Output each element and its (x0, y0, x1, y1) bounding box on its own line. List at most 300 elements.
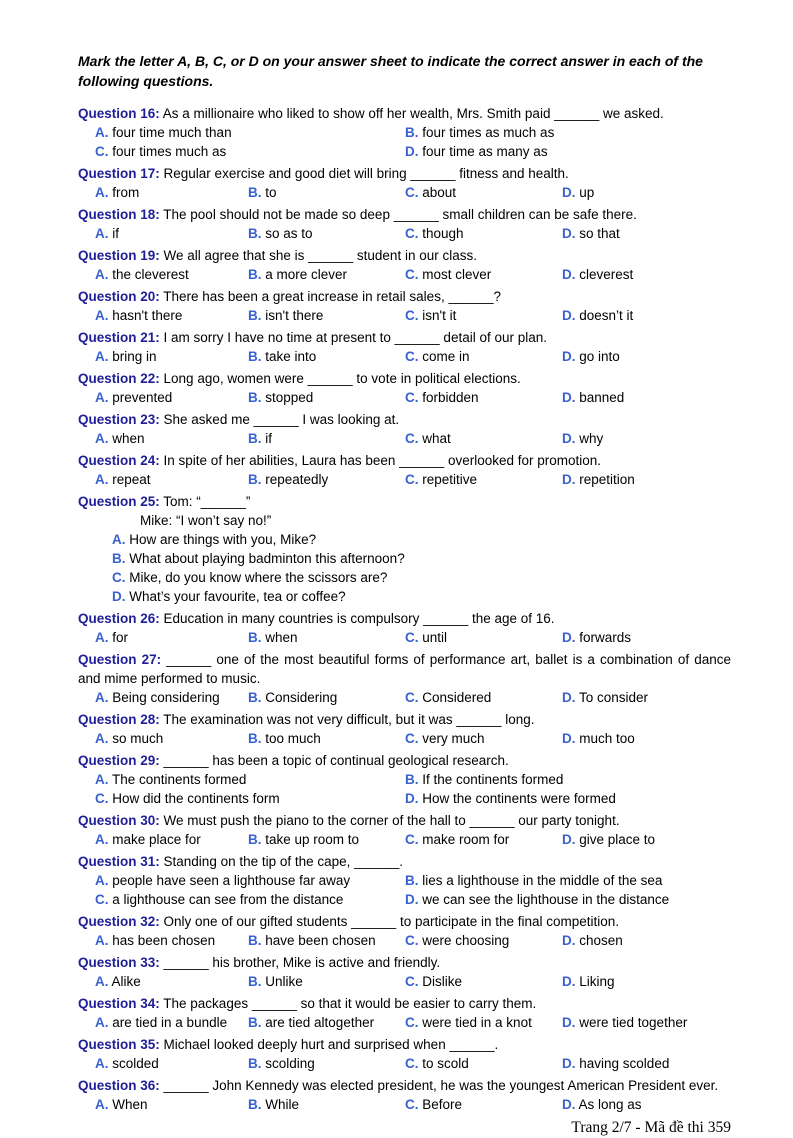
option-letter: D. (562, 974, 576, 989)
option-letter: A. (95, 472, 109, 487)
option-d (562, 429, 731, 448)
option-text: when (265, 630, 298, 645)
option-d (562, 628, 731, 647)
question-block (78, 650, 731, 707)
option-a (95, 1095, 248, 1114)
option-c (112, 568, 731, 587)
option-text: forwards (579, 630, 632, 645)
option-letter: A. (95, 390, 109, 405)
question-block (78, 246, 731, 284)
option-c (405, 265, 562, 284)
question-text: Regular exercise and good diet will bring ______ fitness and health. (163, 166, 569, 181)
options-group (95, 770, 731, 808)
option-letter: C. (95, 791, 109, 806)
option-a (95, 1054, 248, 1073)
option-c (405, 628, 562, 647)
question-number-label: Question 20: (78, 289, 160, 304)
option-a (95, 628, 248, 647)
option-text: are tied altogether (265, 1015, 375, 1030)
options-group (95, 470, 731, 489)
question-subline: Mike: “I won’t say no!” (140, 513, 272, 528)
option-text: from (112, 185, 140, 200)
option-text: give place to (579, 832, 656, 847)
option-letter: B. (248, 1056, 262, 1071)
option-d (562, 347, 731, 366)
option-text: isn't there (265, 308, 324, 323)
option-c (405, 729, 562, 748)
option-a (95, 470, 248, 489)
option-text: are tied in a bundle (112, 1015, 228, 1030)
option-text: were choosing (422, 933, 510, 948)
option-text: to scold (422, 1056, 469, 1071)
option-text: so that (579, 226, 620, 241)
option-text: forbidden (422, 390, 479, 405)
option-c (95, 142, 405, 161)
option-b (405, 770, 731, 789)
question-number-label: Question 26: (78, 611, 160, 626)
option-c (405, 347, 562, 366)
question-line (78, 410, 731, 429)
option-a (95, 729, 248, 748)
option-letter: D. (562, 690, 576, 705)
options-group (95, 1054, 731, 1073)
option-letter: C. (405, 1097, 419, 1112)
option-c (95, 890, 405, 909)
option-c (405, 1054, 562, 1073)
option-text: doesn’t it (579, 308, 634, 323)
option-text: about (422, 185, 457, 200)
option-letter: A. (95, 185, 109, 200)
option-d (405, 890, 731, 909)
option-b (248, 628, 405, 647)
option-text: hasn't there (112, 308, 183, 323)
option-letter: C. (405, 185, 419, 200)
option-d (562, 972, 731, 991)
question-line (78, 328, 731, 347)
question-text: ______ John Kennedy was elected president, he was the youngest American President ever. (163, 1078, 719, 1093)
question-number-label: Question 19: (78, 248, 160, 263)
question-number-label: Question 30: (78, 813, 160, 828)
option-c (405, 470, 562, 489)
option-a (95, 388, 248, 407)
option-text: four times as much as (422, 125, 555, 140)
question-text: In spite of her abilities, Laura has been ______ overlooked for promotion. (163, 453, 602, 468)
question-text: ______ has been a topic of continual geological research. (163, 753, 509, 768)
option-d (562, 1095, 731, 1114)
option-d (562, 265, 731, 284)
option-a (95, 770, 405, 789)
option-letter: D. (405, 791, 419, 806)
option-b (248, 972, 405, 991)
option-letter: C. (405, 472, 419, 487)
option-d (562, 306, 731, 325)
question-line (78, 451, 731, 470)
option-letter: C. (405, 1056, 419, 1071)
option-c (405, 224, 562, 243)
option-text: Liking (579, 974, 615, 989)
option-letter: D. (562, 1015, 576, 1030)
option-c (405, 972, 562, 991)
option-text: take into (265, 349, 317, 364)
question-line (78, 205, 731, 224)
option-text: people have seen a lighthouse far away (112, 873, 351, 888)
option-b (248, 1095, 405, 1114)
question-line (78, 164, 731, 183)
option-text: bring in (112, 349, 157, 364)
question-line (78, 710, 731, 729)
options-group (95, 265, 731, 284)
options-group (95, 530, 731, 606)
option-letter: A. (95, 349, 109, 364)
option-text: While (265, 1097, 300, 1112)
option-text: Considered (422, 690, 492, 705)
options-group (95, 1013, 731, 1032)
question-text: Standing on the tip of the cape, ______. (163, 854, 403, 869)
option-letter: A. (95, 267, 109, 282)
option-b (248, 830, 405, 849)
option-b (112, 549, 731, 568)
question-text: As a millionaire who liked to show off her wealth, Mrs. Smith paid ______ we asked. (162, 106, 664, 121)
option-d (562, 1054, 731, 1073)
options-group (95, 729, 731, 748)
option-a (112, 530, 731, 549)
option-letter: B. (405, 873, 419, 888)
question-block (78, 104, 731, 161)
option-letter: D. (562, 390, 576, 405)
option-letter: A. (95, 308, 109, 323)
option-text: take up room to (265, 832, 360, 847)
question-text: Long ago, women were ______ to vote in political elections. (163, 371, 521, 386)
option-b (248, 429, 405, 448)
option-d (562, 688, 731, 707)
option-c (405, 830, 562, 849)
question-text: We all agree that she is ______ student in our class. (163, 248, 477, 263)
option-text: How are things with you, Mike? (129, 532, 317, 547)
option-text: most clever (422, 267, 492, 282)
option-text: cleverest (579, 267, 634, 282)
question-text: There has been a great increase in retail sales, ______? (163, 289, 501, 304)
option-letter: A. (112, 532, 126, 547)
option-b (248, 265, 405, 284)
option-text: until (422, 630, 448, 645)
question-text: The packages ______ so that it would be easier to carry them. (163, 996, 537, 1011)
option-text: though (422, 226, 464, 241)
option-letter: B. (248, 630, 262, 645)
question-block (78, 205, 731, 243)
questions-list (78, 104, 731, 1114)
option-letter: A. (95, 630, 109, 645)
option-b (248, 306, 405, 325)
option-text: Before (422, 1097, 463, 1112)
question-line (78, 912, 731, 931)
option-text: has been chosen (112, 933, 216, 948)
question-number-label: Question 22: (78, 371, 160, 386)
option-letter: B. (405, 125, 419, 140)
option-text: lies a lighthouse in the middle of the sea (422, 873, 663, 888)
option-text: chosen (579, 933, 623, 948)
option-d (562, 729, 731, 748)
option-letter: C. (405, 431, 419, 446)
option-letter: B. (248, 933, 262, 948)
options-group (95, 224, 731, 243)
option-text: Dislike (422, 974, 463, 989)
question-text: ______ his brother, Mike is active and friendly. (163, 955, 441, 970)
option-text: the cleverest (112, 267, 189, 282)
question-block (78, 492, 731, 606)
option-b (248, 388, 405, 407)
option-d (112, 587, 731, 606)
option-letter: D. (562, 267, 576, 282)
option-text: go into (579, 349, 620, 364)
question-line (78, 104, 731, 123)
option-b (248, 470, 405, 489)
question-number-label: Question 32: (78, 914, 160, 929)
question-text: Education in many countries is compulsory ______ the age of 16. (163, 611, 555, 626)
option-letter: C. (405, 630, 419, 645)
question-block (78, 369, 731, 407)
option-c (95, 789, 405, 808)
options-group (95, 123, 731, 161)
option-text: if (265, 431, 273, 446)
option-text: repeatedly (265, 472, 329, 487)
option-letter: C. (405, 731, 419, 746)
option-b (405, 123, 731, 142)
options-group (95, 1095, 731, 1114)
option-a (95, 871, 405, 890)
option-a (95, 1013, 248, 1032)
option-letter: C. (405, 974, 419, 989)
option-text: banned (579, 390, 625, 405)
option-letter: B. (405, 772, 419, 787)
question-line (78, 287, 731, 306)
question-block (78, 328, 731, 366)
question-number-label: Question 31: (78, 854, 160, 869)
option-text: scolded (112, 1056, 159, 1071)
option-c (405, 688, 562, 707)
option-text: have been chosen (265, 933, 376, 948)
options-group (95, 183, 731, 202)
option-letter: C. (405, 832, 419, 847)
option-text: prevented (112, 390, 173, 405)
option-letter: C. (405, 1015, 419, 1030)
option-text: Mike, do you know where the scissors are? (129, 570, 388, 585)
option-letter: C. (405, 267, 419, 282)
option-c (405, 931, 562, 950)
option-a (95, 224, 248, 243)
question-number-label: Question 36: (78, 1078, 160, 1093)
question-block (78, 1035, 731, 1073)
question-number-label: Question 24: (78, 453, 160, 468)
option-letter: A. (95, 125, 109, 140)
question-number-label: Question 28: (78, 712, 160, 727)
question-text: The pool should not be made so deep ______ small children can be safe there. (163, 207, 637, 222)
question-number-label: Question 21: (78, 330, 160, 345)
option-letter: C. (95, 892, 109, 907)
option-letter: C. (405, 308, 419, 323)
option-text: to (265, 185, 277, 200)
option-b (248, 729, 405, 748)
question-line (78, 492, 731, 511)
option-letter: B. (248, 731, 262, 746)
option-d (562, 388, 731, 407)
option-text: repetition (579, 472, 635, 487)
option-b (248, 688, 405, 707)
option-letter: A. (95, 974, 109, 989)
question-line (78, 246, 731, 265)
option-d (562, 1013, 731, 1032)
option-b (248, 1013, 405, 1032)
option-letter: A. (95, 226, 109, 241)
option-d (562, 183, 731, 202)
question-text: We must push the piano to the corner of the hall to ______ our party tonight. (163, 813, 620, 828)
option-letter: A. (95, 933, 109, 948)
option-letter: D. (405, 892, 419, 907)
option-a (95, 123, 405, 142)
option-letter: B. (248, 390, 262, 405)
question-text: She asked me ______ I was looking at. (163, 412, 400, 427)
option-text: up (579, 185, 595, 200)
option-letter: B. (248, 308, 262, 323)
option-letter: A. (95, 832, 109, 847)
option-text: Unlike (265, 974, 303, 989)
option-text: As long as (578, 1097, 642, 1112)
question-block (78, 287, 731, 325)
options-group (95, 347, 731, 366)
question-block (78, 953, 731, 991)
option-letter: D. (562, 349, 576, 364)
option-letter: D. (562, 185, 576, 200)
option-text: When (112, 1097, 148, 1112)
question-block (78, 852, 731, 909)
option-text: for (112, 630, 129, 645)
option-letter: C. (405, 390, 419, 405)
option-a (95, 830, 248, 849)
question-line (78, 609, 731, 628)
question-number-label: Question 27: (78, 652, 162, 667)
option-c (405, 388, 562, 407)
question-number-label: Question 18: (78, 207, 160, 222)
option-letter: D. (562, 431, 576, 446)
option-text: The continents formed (112, 772, 247, 787)
question-text: The examination was not very difficult, but it was ______ long. (163, 712, 535, 727)
option-a (95, 688, 248, 707)
question-number-label: Question 29: (78, 753, 160, 768)
option-letter: D. (562, 832, 576, 847)
option-a (95, 347, 248, 366)
option-text: so as to (265, 226, 313, 241)
question-number-label: Question 33: (78, 955, 160, 970)
question-number-label: Question 16: (78, 106, 160, 121)
question-block (78, 1076, 731, 1114)
question-number-label: Question 35: (78, 1037, 160, 1052)
option-d (405, 789, 731, 808)
option-letter: A. (95, 873, 109, 888)
question-block (78, 710, 731, 748)
option-text: much too (579, 731, 635, 746)
option-letter: C. (405, 933, 419, 948)
option-text: we can see the lighthouse in the distance (422, 892, 670, 907)
option-letter: A. (95, 431, 109, 446)
question-block (78, 912, 731, 950)
section-instruction: Mark the letter A, B, C, or D on your answer sheet to indicate the correct answer in each of the following questions. (78, 53, 703, 89)
option-text: a lighthouse can see from the distance (112, 892, 344, 907)
option-text: come in (422, 349, 470, 364)
option-letter: B. (248, 1097, 262, 1112)
option-text: Considering (265, 690, 338, 705)
option-text: What’s your favourite, tea or coffee? (129, 589, 346, 604)
option-letter: D. (562, 630, 576, 645)
option-text: repeat (112, 472, 151, 487)
option-b (248, 1054, 405, 1073)
option-b (248, 183, 405, 202)
option-text: were tied in a knot (422, 1015, 532, 1030)
option-letter: D. (562, 731, 576, 746)
option-letter: A. (95, 1015, 109, 1030)
option-text: If the continents formed (422, 772, 564, 787)
option-letter: D. (562, 308, 576, 323)
question-number-label: Question 23: (78, 412, 160, 427)
question-line (78, 369, 731, 388)
option-text: why (579, 431, 604, 446)
option-letter: D. (562, 1056, 576, 1071)
question-block (78, 994, 731, 1032)
option-c (405, 1013, 562, 1032)
option-text: too much (265, 731, 321, 746)
option-text: Being considering (112, 690, 220, 705)
option-text: what (422, 431, 451, 446)
page-footer: Trang 2/7 - Mã đề thi 359 (571, 1119, 731, 1136)
option-text: How did the continents form (112, 791, 280, 806)
options-group (95, 688, 731, 707)
question-block (78, 410, 731, 448)
question-line (78, 751, 731, 770)
option-letter: C. (112, 570, 126, 585)
option-c (405, 1095, 562, 1114)
option-letter: A. (95, 690, 109, 705)
option-d (562, 470, 731, 489)
question-line (78, 1076, 731, 1095)
question-line (78, 953, 731, 972)
option-letter: D. (112, 589, 126, 604)
option-a (95, 265, 248, 284)
option-text: if (112, 226, 120, 241)
option-text: so much (112, 731, 164, 746)
option-c (405, 183, 562, 202)
option-letter: B. (248, 185, 262, 200)
option-letter: B. (248, 472, 262, 487)
question-line (78, 811, 731, 830)
options-group (95, 972, 731, 991)
question-text: Only one of our gifted students ______ to participate in the final competition. (163, 914, 620, 929)
question-number-label: Question 17: (78, 166, 160, 181)
option-letter: D. (562, 933, 576, 948)
option-letter: B. (248, 832, 262, 847)
option-text: repetitive (422, 472, 478, 487)
option-text: What about playing badminton this afternoon? (129, 551, 405, 566)
option-a (95, 931, 248, 950)
option-d (405, 142, 731, 161)
option-b (248, 224, 405, 243)
options-group (95, 306, 731, 325)
option-letter: D. (562, 472, 576, 487)
option-b (248, 347, 405, 366)
option-text: very much (422, 731, 485, 746)
question-block (78, 164, 731, 202)
option-text: To consider (579, 690, 649, 705)
option-a (95, 972, 248, 991)
option-letter: C. (95, 144, 109, 159)
option-c (405, 429, 562, 448)
